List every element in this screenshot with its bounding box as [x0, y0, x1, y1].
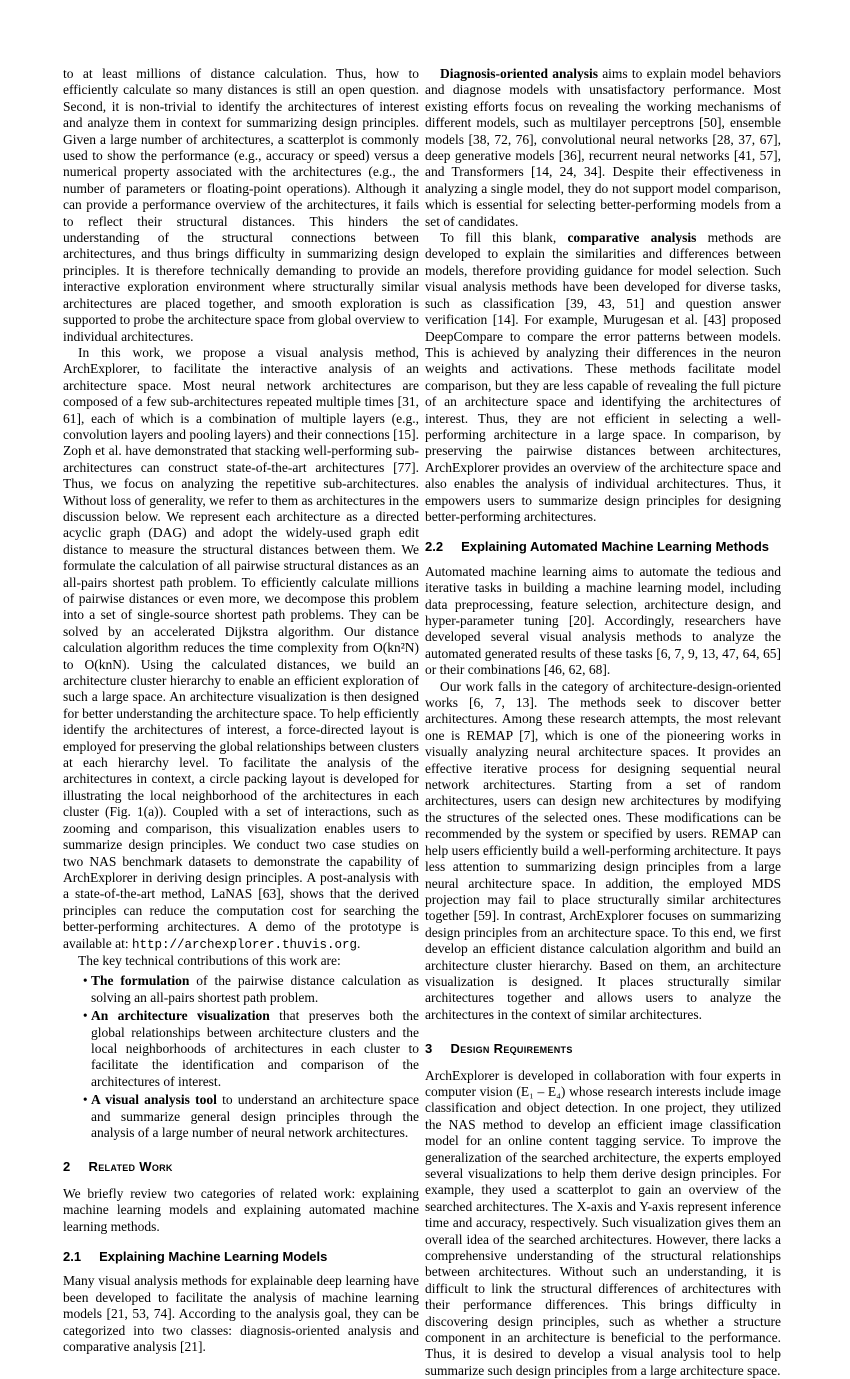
paragraph: In this work, we propose a visual analysis method, ArchExplorer, to facilitate the interactive analysis of an architecture space. Most neural network architectures are composed of a few sub-architectures repeated multiple times [31, 61], each of which is a combination of multiple layers (e.g., convolution layers and pooling layers) and their connections [15]. Zoph et al. have demonstrated that stacking well-performing sub-architectures can construct state-of-the-art architectures [77]. Thus, we focus on analyzing the repetitive sub-architectures. Without loss of generality, we refer to them as architectures in the discussion below. We represent each architecture as a directed acyclic graph (DAG) and adopt the widely-used graph edit distance to measure the structural distances between them. We formulate the calculation of all pairwise structural distances as an all-pairs shortest path problem. To efficiently calculate millions of pairwise distances or even more, we decompose this problem into a set of single-source shortest path problems. They can be solved by an accelerated Dijkstra algorithm. Our distance calculation algorithm reduces the time complexity from O(kn²N) to O(knN). Using the calculated distances, we build an architecture cluster hierarchy to enable an efficient exploration of such a large space. An architecture visualization is then designed for better understanding the architecture space. To help efficiently identify the architectures of interest, a force-directed layout is employed for preserving the global relationships between clusters at each hierarchy level. To facilitate the analysis of the architectures in context, a circle packing layout is developed for illustrating the local neighborhood of the architectures in each cluster (Fig. 1(a)). Coupled with a set of interactions, such as zooming and comparison, this visualization enables users to summarize design principles. We conduct two case studies on two NAS benchmark datasets to demonstrate the capability of ArchExplorer in deriving design principles. A post-analysis with a state-of-the-art method, LaNAS [63], shows that the derived principles can reduce the computation cost for searching the better-performing architectures. A demo of the prototype is available at: http://archexplorer.thuvis.org.	[63, 344, 419, 952]
paragraph: The key technical contributions of this work are:	[78, 952, 341, 968]
list-item: • An architecture visualization that preserves both the global relationships between architecture clusters and the local neighborhoods of architectures in each cluster to facilitate the identification and comparison of the architectures of interest.	[91, 1008, 419, 1090]
subsection-heading: 2.1 Explaining Machine Learning Models	[63, 1249, 328, 1265]
paragraph: Many visual analysis methods for explainable deep learning have been developed to facilitate the analysis of machine learning models [21, 53, 74]. According to the analysis goal, they can be categorized into two classes: diagnosis-oriented analysis and comparative analysis [21].	[63, 1273, 419, 1355]
list-item: • A visual analysis tool to understand an architecture space and summarize general design principles through the analysis of a large number of neural network architectures.	[91, 1092, 419, 1141]
contributions-list	[63, 973, 419, 1141]
demo-link[interactable]: http://archexplorer.thuvis.org	[131, 937, 358, 952]
paragraph: Our work falls in the category of architecture-design-oriented works [6, 7, 13]. The methods seek to discover better architectures. Among these research attempts, the most relevant one is REMAP [7], which is one of the pioneering works in visually analyzing neural architecture spaces. It provides an effective iterative process for designing sequential neural network architectures. Starting from a set of random architectures, users can design new architectures by modifying the structures of the selected ones. These modifications can be recommended by the system or specified by users. REMAP can help users efficiently build a well-performing architecture. It pays less attention to summarizing design principles from a large neural architecture space. In addition, the employed MDS projection may fail to place structurally similar architectures together [59]. In contrast, ArchExplorer focuses on summarizing design principles from an architecture space. To this end, we first develop an efficient distance calculation algorithm and build an architecture cluster hierarchy. Based on them, an architecture visualization is designed. It places structurally similar architectures together and allows users to analyze the architectures in the context of similar architectures.	[425, 678, 781, 1022]
subsection-heading: 2.2 Explaining Automated Machine Learning Methods	[425, 539, 770, 555]
paragraph: To fill this blank, comparative analysis methods are developed to explain the similarities and differences between models, therefore providing guidance for model selection. Such visual analysis methods have been developed for diverse tasks, such as classification [39, 43, 51] and question answer verification [14]. For example, Murugesan et al. [43] proposed DeepCompare to compare the error patterns between models. This is achieved by analyzing their differences in the neuron weights and activations. These methods facilitate model comparison, but they are less capable of revealing the full picture of an architecture space and identifying the architectures of interest. Thus, they are not efficient in selecting a well-performing architecture in a large space. In comparison, by preserving the pairwise distances between architectures, ArchExplorer provides an overview of the architecture space and also enables the analysis of individual architectures. Thus, it empowers users to summarize design principles for designing better-performing architectures.	[425, 230, 781, 524]
left-column	[63, 66, 419, 1355]
right-column	[425, 66, 781, 1379]
section-heading: 3 Design Requirements	[425, 1041, 573, 1057]
paragraph: Diagnosis-oriented analysis aims to explain model behaviors and diagnose models with unsatisfactory performance. Most existing efforts focus on revealing the working mechanisms of different models, such as multilayer perceptrons [50], ensemble models [38, 72, 76], convolutional neural networks [28, 37, 67], deep generative models [36], recurrent neural networks [41, 57], and Transformers [14, 24, 34]. Despite their effectiveness in analyzing a single model, they do not support model comparison, which is essential for selecting better-performing models from a set of candidates.	[425, 66, 781, 229]
paragraph: to at least millions of distance calculation. Thus, how to efficiently calculate so many distances is still an open question. Second, it is non-trivial to identify the architectures of interest and analyze them in context for summarizing design principles. Given a large number of architectures, a scatterplot is commonly used to show the performance (e.g., accuracy or speed) versus a numerical property associated with the architectures (e.g., the number of parameters or floating-point operations). Although it can provide a performance overview of the architectures, it fails to reflect their structural distances. This hinders the understanding of the structural connections between architectures, and thus brings difficulty in summarizing design principles. It is therefore technically demanding to provide an interactive exploration environment where structurally similar architectures are placed together, and smooth exploration is supported to probe the architecture space from global overview to individual architectures.	[63, 66, 419, 344]
paragraph: Automated machine learning aims to automate the tedious and iterative tasks in building a machine learning model, including data preprocessing, feature selection, architecture design, and hyper-parameter tuning [20]. Accordingly, researchers have developed several visual analysis methods to analyze the automated generated results of these tasks [6, 7, 9, 13, 47, 64, 65] or their combinations [46, 62, 68].	[425, 563, 781, 678]
paragraph: We briefly review two categories of related work: explaining machine learning models and explaining automated machine learning methods.	[63, 1185, 419, 1234]
paragraph: ArchExplorer is developed in collaboration with four experts in computer vision (E₁ – E₄) whose research interests include image classification and object detection. In one project, they utilized the NAS method to develop an efficient image classification model for an online content tagging service. To improve the generalization of the searched architecture, the experts employed several visualizations to help them derive design principles. For example, they used a scatterplot to gain an overview of the searched architectures. The X-axis and Y-axis represent inference time and accuracy, respectively. Such visualization gives them an overall idea of the searched architectures. However, there lacks a comprehensive understanding of the structural relationships between architectures. Without such an understanding, it is difficult to link the structural differences of architectures with their performance differences. This brings difficulty in discovering design principles, such as whether a structure component in an architecture is beneficial to the performance. Thus, it is desired to develop a visual analysis tool to help summarize such design principles from a large architecture space.	[425, 1067, 781, 1378]
section-heading: 2 Related Work	[63, 1159, 173, 1175]
list-item: • The formulation of the pairwise distance calculation as solving an all-pairs shortest path problem.	[91, 973, 419, 1006]
